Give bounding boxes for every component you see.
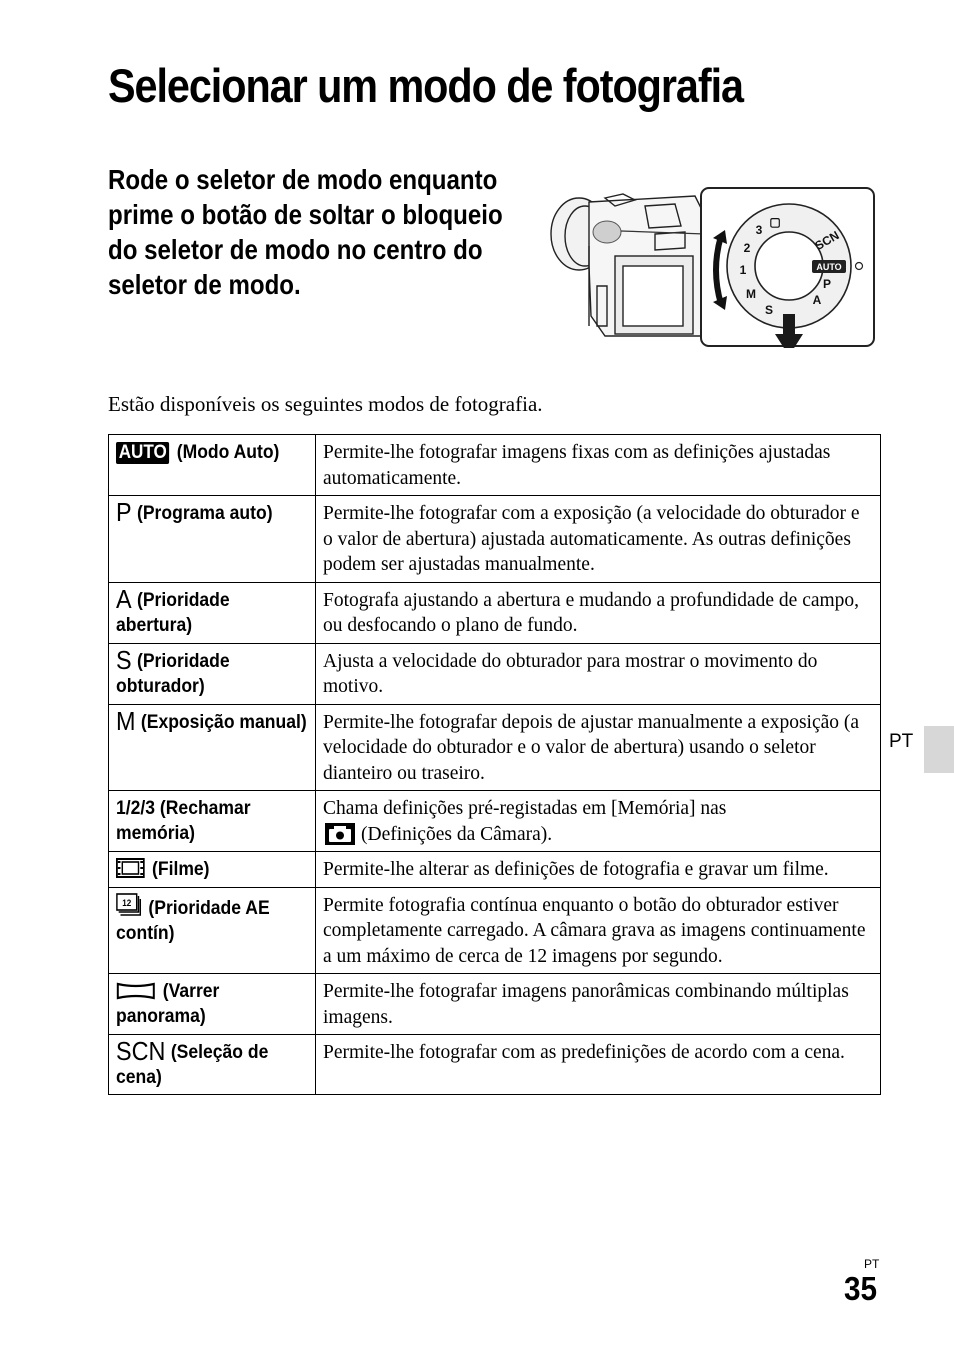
mode-description: Permite-lhe fotografar com as predefinições de acordo com a cena. — [316, 1035, 881, 1095]
shooting-modes-table — [108, 434, 881, 1095]
mode-name: (Filme) — [152, 858, 210, 880]
table-row — [109, 435, 881, 496]
mode-description: Ajusta a velocidade do obturador para mostrar o movimento do motivo. — [316, 643, 881, 704]
program-mode-icon: P — [116, 497, 132, 527]
mode-description: Permite-lhe fotografar com a exposição (a velocidade do obturador e o valor de abertura) ajustada automaticamente. As outras definições podem ser ajustadas manualmente. — [316, 496, 881, 583]
table-row — [109, 496, 881, 583]
table-row — [109, 852, 881, 888]
mode-description: Permite-lhe alterar as definições de fotografia e gravar um filme. — [316, 852, 881, 888]
mode-name: (Modo Auto) — [176, 441, 280, 463]
camera-body-drawing — [551, 194, 705, 336]
mode-description: Permite-lhe fotografar imagens fixas com as definições ajustadas automaticamente. — [316, 435, 881, 496]
table-row — [109, 582, 881, 643]
mode-name: (Exposição manual) — [140, 710, 307, 733]
mode-description: Permite-lhe fotografar imagens panorâmicas combinando múltiplas imagens. — [316, 974, 881, 1035]
mode-name: (Prioridade obturador) — [116, 649, 230, 697]
language-side-label: PT — [889, 731, 914, 752]
page-language-label: PT — [864, 1257, 880, 1271]
continuous-ae-icon-label: 12 — [122, 897, 132, 908]
instruction-text: Rode o seletor de modo enquanto prime o botão de soltar o bloqueio do seletor de modo no centro do seletor de modo. — [108, 164, 503, 300]
shutter-priority-icon: S — [116, 644, 132, 675]
svg-text:S: S — [764, 303, 774, 317]
language-tab-marker — [924, 726, 954, 773]
mode-name: (Prioridade abertura) — [116, 588, 230, 636]
svg-text:P: P — [822, 277, 832, 291]
svg-text:2: 2 — [743, 241, 751, 255]
table-row — [109, 887, 881, 974]
page-title: Selecionar um modo de fotografia — [108, 59, 743, 112]
camera-settings-icon — [325, 823, 355, 845]
aperture-priority-icon: A — [116, 583, 132, 614]
auto-mode-icon: AUTO — [116, 442, 170, 464]
table-row — [109, 1035, 881, 1095]
svg-text:▢: ▢ — [769, 215, 781, 229]
svg-text:1: 1 — [739, 263, 747, 277]
mode-description: Permite fotografia contínua enquanto o botão do obturador estiver completamente carregado. A câmara grava as imagens continuamente a um máximo de cerca de 12 imagens por segundo. — [316, 887, 881, 974]
mode-name: (Programa auto) — [137, 502, 273, 524]
mode-description: Permite-lhe fotografar depois de ajustar manualmente a exposição (a velocidade do obturador e o valor de abertura) usando o seletor dianteiro ou traseiro. — [316, 704, 881, 791]
sweep-panorama-icon — [116, 982, 156, 1000]
table-row — [109, 704, 881, 791]
svg-text:SCN: SCN — [812, 228, 842, 253]
mode-name: (Varrer panorama) — [116, 980, 220, 1027]
svg-text:M: M — [746, 287, 756, 301]
table-row — [109, 643, 881, 704]
lock-button-highlight — [593, 221, 621, 243]
continuous-ae-icon — [116, 893, 141, 917]
scene-selection-icon: SCN — [116, 1036, 166, 1066]
svg-text:AUTO: AUTO — [816, 262, 842, 272]
svg-text:A: A — [812, 293, 822, 307]
movie-icon — [116, 858, 145, 878]
mode-name: (Seleção de cena) — [116, 1041, 269, 1088]
mode-description: Fotografa ajustando a abertura e mudando a profundidade de campo, ou desfocando o plano de fundo. — [316, 582, 881, 643]
table-row — [109, 974, 881, 1035]
manual-exposure-icon: M — [116, 705, 136, 736]
table-row — [109, 791, 881, 852]
page-number: 35 — [844, 1270, 878, 1307]
mode-description: Chama definições pré-registadas em [Memória] nas — [323, 798, 727, 819]
svg-text:3: 3 — [755, 223, 763, 237]
mode-name: 1/2/3 (Rechamar memória) — [116, 797, 251, 844]
intro-text: Estão disponíveis os seguintes modos de fotografia. — [108, 392, 543, 416]
mode-dial-illustration — [545, 186, 877, 348]
mode-name: (Prioridade AE contín) — [116, 896, 270, 944]
mode-description-continued: (Definições da Câmara). — [361, 823, 553, 845]
